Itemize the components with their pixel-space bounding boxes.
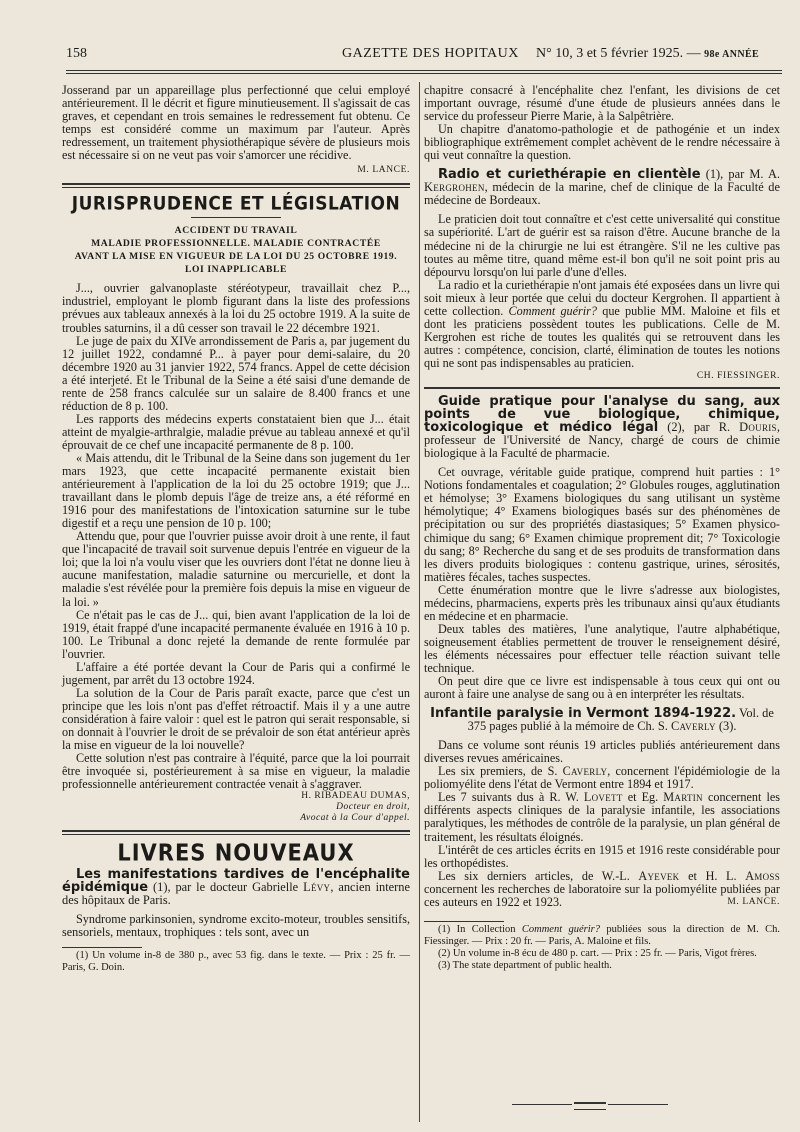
review-4-text-post: concernent les différents aspects cliniques de la paralysie infantile, les associations paralytiques, les méthodes de contrôle de la paralysie, un plan général de traitement, les résultats éloignés.	[424, 790, 781, 844]
review-4-text-mid: et H. L.	[688, 868, 737, 883]
review-4-author-ref: Ayevek	[638, 868, 680, 883]
review-1-author-pre: par le docteur Gabrielle	[175, 880, 299, 895]
left-column	[62, 84, 410, 974]
footnote-rule	[424, 921, 504, 922]
review-1-paragraph: Syndrome parkinsonien, syndrome excito-moteur, troubles sensitifs, sensoriels, mentaux, trophiques : tels sont, avec un	[62, 912, 410, 940]
ornament-line-right	[608, 1104, 668, 1105]
issue-info	[536, 46, 759, 62]
review-2-author: Kergrohen	[424, 180, 485, 195]
header-rule-thick	[66, 70, 782, 71]
review-4-text-mid: et Eg.	[627, 790, 659, 805]
review-3-author: Douris	[739, 420, 777, 435]
review-4-author-ref: Martin	[663, 790, 703, 805]
review-2-paragraph-2	[424, 279, 780, 370]
juris-signature	[62, 791, 410, 824]
review-4-text-post: concernent les recherches de laboratoire sur la poliomyélite publiées par ces auteurs en 1922 et 1923.	[424, 881, 780, 909]
footnote-1-italic: Comment guérir?	[521, 923, 601, 935]
juris-paragraph: Ce n'était pas le cas de J... qui, bien avant l'application de la loi de 1919, était frappé d'une incapacité permanente évaluée en 1916 à 10 p. 100. Le Tribunal a donc rejeté la demande de rente formulée par l'ouvrier.	[62, 607, 410, 661]
footnote-1-pre: (1) In Collection	[438, 923, 516, 935]
review-2-signature: CH. FIESSINGER.	[696, 370, 780, 381]
review-2-title: Radio et curiethérapie en clientèle	[438, 167, 701, 183]
review-4-text: Les six premiers, de S.	[438, 764, 558, 779]
juris-paragraph: La solution de la Cour de Paris paraît exacte, parce que c'est un principe que les lois n'ont pas d'effet rétroactif. Mais il y a une autre considération à faire valoir : quel est le patron qui serait responsable, si on donnait à l'ouvrier le droit de se prévaloir de son état antérieur après la mise en vigueur de la loi nouvelle?	[62, 685, 410, 753]
review-2-heading	[424, 168, 780, 207]
right-column	[424, 84, 780, 972]
review-4-author-ref: Lovett	[583, 790, 623, 805]
review-4-signature: M. LANCE.	[727, 896, 780, 907]
review-1-author-post: , ancien interne des hôpitaux de Paris.	[62, 880, 410, 908]
column-divider	[419, 82, 420, 1122]
signature-title-2: Avocat à la Cour d'appel.	[300, 813, 410, 824]
review-3-author-post: , professeur de l'Université de Nancy, chargé de cours de chimie biologique à la Faculté de pharmacie.	[424, 420, 780, 461]
issue-year: 98e ANNÉE	[704, 49, 760, 60]
review-1-title: Les manifestations tardives de l'encéphalite épidémique	[62, 867, 410, 896]
review-4-paragraph-3	[424, 791, 780, 843]
intro-signature: M. LANCE.	[357, 165, 410, 176]
review-4-author-ref: Amoss	[745, 868, 781, 883]
footnote-rule	[62, 947, 142, 948]
case-subhead: ACCIDENT DU TRAVAIL	[174, 225, 298, 237]
ornament-line-left	[512, 1104, 572, 1105]
review-2-text-post: que publie MM. Maloine et fils et dont les praticiens possèdent toutes les publications. Celle de M. Kergrohen est riche de toutes les qualités qui se retrouvent dans les autres : compétence, concision, clarté, élimination de toutes les notions qui ne sont pas indispensables au praticien.	[424, 303, 781, 370]
review-4-paragraph: Dans ce volume sont réunis 19 articles publiés antérieurement dans diverses revues américaines.	[424, 738, 780, 766]
review-3-title: Guide pratique pour l'analyse du sang, aux points de vue biologique, chimique, toxicologique et médico légal	[424, 394, 780, 436]
header-rule-thin	[66, 73, 782, 74]
review-3-paragraph: Cette énumération montre que le livre s'adresse aux biologistes, médecins, pharmaciens, experts près les tribunaux ainsi qu'aux étudiants en médecine et en pharmacie.	[424, 582, 780, 623]
review-4-note: (3).	[718, 719, 737, 734]
section-rule	[424, 387, 780, 389]
page-number: 158	[66, 46, 87, 61]
jurisprudence-title: JURISPRUDENCE ET LÉGISLATION	[71, 193, 401, 216]
review-3-paragraph: On peut dire que ce livre est indispensable à tous ceux qui ont ou auront à faire une analyse de sang ou à en interpréter les résultats.	[424, 674, 780, 702]
juris-paragraph: « Mais attendu, dit le Tribunal de la Seine dans son jugement du 1er mars 1923, que cette incapacité permanente existait bien antérieurement à l'application de la loi du 25 octobre 1919; que J... travaillant dans le plomb depuis l'âge de treize ans, a été réformé en 1916 pour des manifestations de l'intoxication saturnine sur le tube digestif et a reçu une pension de 10 p. 100;	[62, 450, 410, 531]
review-4-text-post: , concernent l'épidémiologie de la poliomyélite dens l'état de Vermont entre 1894 et 1917.	[424, 764, 780, 792]
signature-title-1: Docteur en droit,	[336, 802, 410, 813]
journal-title: GAZETTE DES HOPITAUX	[342, 46, 519, 61]
footnote-1: (1) Un volume in-8 de 380 p., avec 53 fig. dans le texte. — Prix : 25 fr. — Paris, G. Doin.	[62, 950, 410, 974]
review-1-heading	[62, 868, 410, 907]
section-rule	[62, 830, 410, 832]
section-rule-thin	[62, 187, 410, 188]
review-2-note: (1),	[705, 167, 724, 182]
collection-name: Comment guérir?	[508, 303, 598, 318]
review-3-author-pre: par R.	[693, 420, 731, 435]
review-4-text: Les 7 suivants dus à R. W.	[438, 790, 579, 805]
review-4-title: Infantile paralysie in Vermont 1894-1922.	[430, 706, 737, 722]
page-header	[66, 44, 782, 66]
review-4-paragraph-2	[424, 765, 780, 791]
review-3-note: (2),	[667, 420, 685, 435]
juris-paragraph: Cette solution n'est pas contraire à l'équité, parce que la loi pourrait être invoquée si, postérieurement à sa mise en vigueur, la maladie professionnelle antérieurement contractée venait à s'aggraver.	[62, 751, 410, 792]
issue-date: N° 10, 3 et 5 février 1925. —	[536, 46, 701, 61]
review-4-author: Caverly	[670, 719, 716, 734]
review-3-heading	[424, 395, 780, 460]
footnote-3: (3) The state department of public health.	[438, 959, 612, 971]
case-caps-line-3: LOI INAPPLICABLE	[184, 264, 288, 276]
review-3-paragraph: Deux tables des matières, l'une analytique, l'autre alphabétique, soigneusement établies permettent de trouver le renseignement désiré, les éléments nécessaires pour effectuer telle réaction suivant telle technique.	[424, 621, 780, 675]
ornament-center	[574, 1102, 606, 1110]
footnote-1-post: publiées sous la direction de M. Ch. Fiessinger. — Prix : 20 fr. — Paris, A. Maloine et fils.	[424, 923, 781, 947]
review-4-heading	[424, 707, 780, 733]
review-1-continued: chapitre consacré à l'encéphalite chez l'enfant, les divisions de cet important ouvrage, résumé d'une étude de plusieurs années dans le service du professeur Pierre Marie, à la Salpêtrière.	[424, 83, 780, 124]
section-rule	[62, 183, 410, 185]
review-4-title-rest: Vol. de 375 pages publié à la mémoire de Ch. S.	[467, 706, 774, 734]
review-2-text: La radio et la curiethérapie n'ont jamais été exposées dans un livre qui soit mieux à leur portée que celui du docteur Kergrohen. Il appartient à cette collection.	[424, 277, 780, 318]
section-rule-thin	[62, 834, 410, 835]
review-4-text: Les six derniers articles, de W.-L.	[438, 868, 630, 883]
juris-paragraph: J..., ouvrier galvanoplaste stéréotypeur, travaillait chez P..., industriel, employant le plomb figurant dans la liste des professions prévues aux tableaux annexés à la loi du 25 octobre 1919. A la suite de troubles saturnins, il a dû cesser son travail le 22 décembre 1921.	[62, 281, 410, 335]
review-2-paragraph: Le praticien doit tout connaître et c'est cette universalité qui constitue sa supériorité. L'art de guérir est sa raison d'être. Aucune branche de la médecine ni de la chirurgie ne lui est étrangère. S'il ne les cultive pas toutes au même titre, quand même est-il bon qu'il ne soit point pris au dépourvu lorsqu'on lui parle d'une d'elles.	[424, 212, 780, 279]
title-underline	[191, 217, 281, 218]
footnote-2: (2) Un volume in-8 écu de 480 p. cart. — Prix : 25 fr. — Paris, Vigot frères.	[438, 947, 757, 959]
signature-name: H. RIBADEAU DUMAS,	[301, 791, 410, 802]
footnote-1	[424, 924, 780, 948]
review-2-author-pre: par M. A.	[728, 167, 781, 182]
review-1-author: Lévy	[303, 880, 331, 895]
review-4-author-ref: Caverly	[562, 764, 608, 779]
juris-paragraph: L'affaire a été portée devant la Cour de Paris qui a confirmé le jugement, par arrêt du 13 octobre 1924.	[62, 659, 410, 687]
review-4-paragraph: L'intérêt de ces articles écrits en 1915 et 1916 reste considérable pour les orthopédistes.	[424, 842, 780, 870]
juris-paragraph: Attendu que, pour que l'ouvrier puisse avoir droit à une rente, il faut que l'incapacité de travail soit survenue depuis l'entrée en vigueur de la loi; que la loi n'a voulu viser que les ouvriers dont l'état ne donne lieu à aucune manifestation, maladie saturnine ou mercurielle, et dont la maladie s'est révélée pour la première fois depuis la mise en vigueur de la loi. »	[62, 529, 410, 609]
review-1-note: (1),	[153, 880, 171, 895]
juris-paragraph: Le juge de paix du XIVe arrondissement de Paris a, par jugement du 12 juillet 1922, condamné P... à payer pour demi-salaire, du 20 décembre 1920 au 31 janvier 1922, 574 francs. Appel de cette décision a été interjeté. Et le Tribunal de la Seine a été saisi d'une demande de rente de 258 francs calculée sur un salaire de 8.400 francs et une réduction de 8 p. 100.	[62, 333, 410, 413]
end-ornament	[512, 1102, 672, 1108]
livres-title: LIVRES NOUVEAUX	[117, 839, 355, 867]
review-1-continued-2: Un chapitre d'anatomo-pathologie et de pathogénie et un index bibliographique extrêmement complet achèvent de le rendre nécessaire à qui veut connaître la question.	[424, 122, 780, 163]
review-2-author-post: , médecin de la marine, chef de clinique de la Faculté de médecine de Bordeaux.	[424, 180, 780, 208]
review-4-paragraph-5	[424, 870, 780, 909]
juris-paragraph: Les rapports des médecins experts constataient bien que J... était atteint de myalgie-arthralgie, maladie prévue au tableau annexé et qu'il éprouvait de ce chef une incapacité permanente de 8 p. 100.	[62, 411, 410, 452]
intro-paragraph: Josserand par un appareillage plus perfectionné que celui employé antérieurement. Il le décrit et figure minutieusement. Il s'agissait de cas graves, et cependant en trois semaines le redressement fut obtenu. Ce temps est considéré comme un maximum par l'auteur. Après redressement, un traitement physiothérapique sévère de plusieurs mois est nécessaire si on ne veut pas voir s'amorcer une récidive.	[62, 83, 410, 163]
case-caps-line-2: AVANT LA MISE EN VIGUEUR DE LA LOI DU 25 OCTOBRE 1919.	[74, 251, 398, 263]
case-caps-line-1: MALADIE PROFESSIONNELLE. MALADIE CONTRACTÉE	[91, 238, 381, 250]
review-3-paragraph: Cet ouvrage, véritable guide pratique, comprend huit parties : 1° Notions fondamentales et coagulation; 2° Globules rouges, agglutination et hémolyse; 3° Examens biologiques du sang utilisant un système hémolytique; 4° Examens biologiques basés sur des phénomènes de précipitation ou sur des propriétés diastasiques; 5° Examen physico-chimique du sang; 6° Examen chimique proprement dit; 7° Toxicologie du sang; 8° Recherche du sang et de ses produits de transformation dans les divers produits biologiques : contenu gastrique, urines, sérosités, matières fécales, taches suspectes.	[424, 465, 780, 584]
